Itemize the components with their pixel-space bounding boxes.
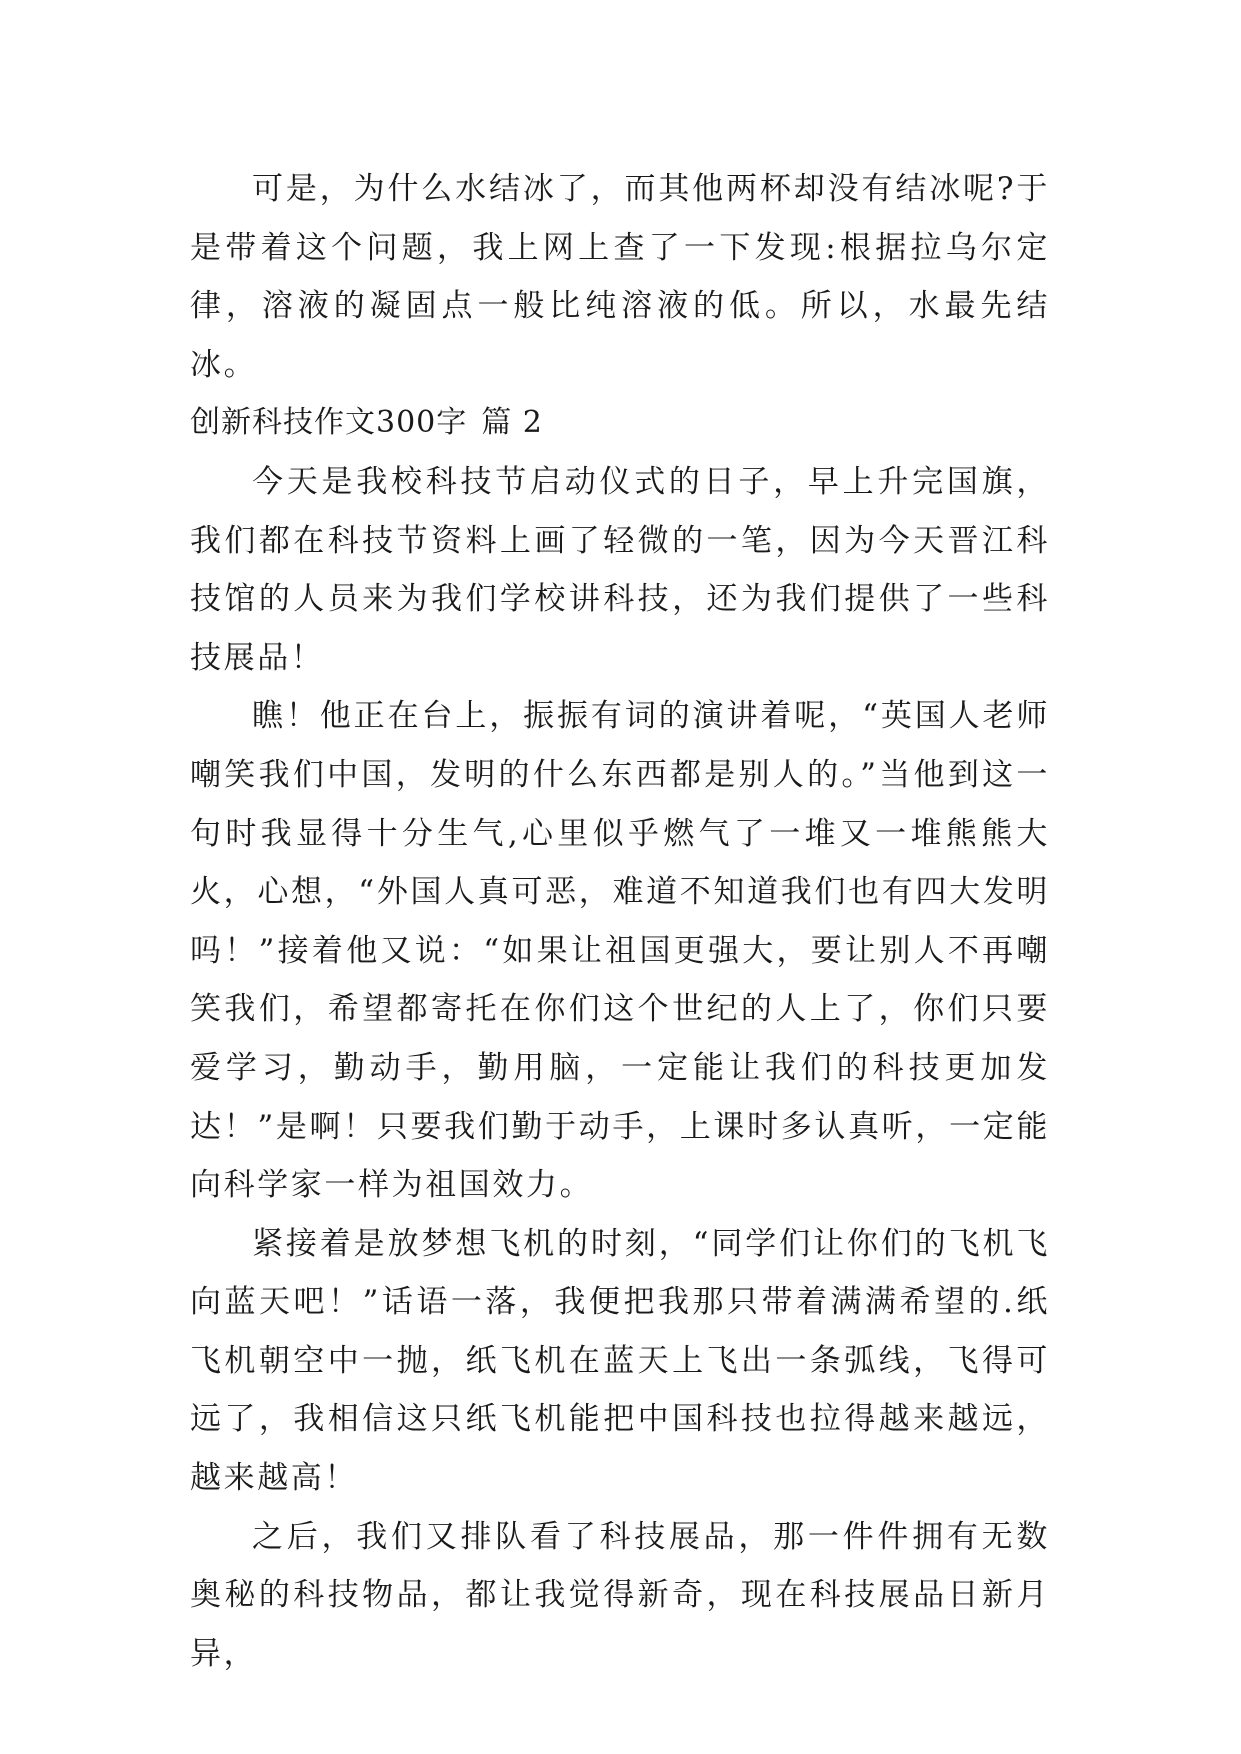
essay-heading [190, 394, 1050, 453]
paragraph-speech: 瞧！他正在台上，振振有词的演讲着呢，“英国人老师嘲笑我们中国，发明的什么东西都是别人的。”当他到这一句时我显得十分生气,心里似乎燃气了一堆又一堆熊熊大火，心想，“外国人真可恶，难道不知道我们也有四大发明吗！”接着他又说：“如果让祖国更强大，要让别人不再嘲笑我们，希望都寄托在你们这个世纪的人上了，你们只要爱学习，勤动手，勤用脑，一定能让我们的科技更加发达！”是啊！只要我们勤于动手，上课时多认真听，一定能向科学家一样为祖国效力。 [190, 698, 1050, 1204]
paragraph-paper-plane: 紧接着是放梦想飞机的时刻，“同学们让你们的飞机飞向蓝天吧！”话语一落，我便把我那只带着满满希望的.纸飞机朝空中一抛，纸飞机在蓝天上飞出一条弧线，飞得可远了，我相信这只纸飞机能把中国科技也拉得越来越远，越来越高！ [190, 1225, 1050, 1497]
document-body [190, 160, 1050, 1683]
paragraph-exhibits: 之后，我们又排队看了科技展品，那一件件拥有无数奥秘的科技物品，都让我觉得新奇，现在科技展品日新月异， [190, 1518, 1050, 1672]
paragraph-freezing-explanation: 可是，为什么水结冰了，而其他两杯却没有结冰呢?于是带着这个问题，我上网上查了一下发现:根据拉乌尔定律，溶液的凝固点一般比纯溶液的低。所以，水最先结冰。 [190, 171, 1050, 383]
essay-number: 篇 2 [481, 405, 543, 441]
essay-title: 创新科技作文300字 [190, 405, 468, 441]
paragraph-tech-festival: 今天是我校科技节启动仪式的日子，早上升完国旗，我们都在科技节资料上画了轻微的一笔，因为今天晋江科技馆的人员来为我们学校讲科技，还为我们提供了一些科技展品！ [190, 463, 1050, 676]
